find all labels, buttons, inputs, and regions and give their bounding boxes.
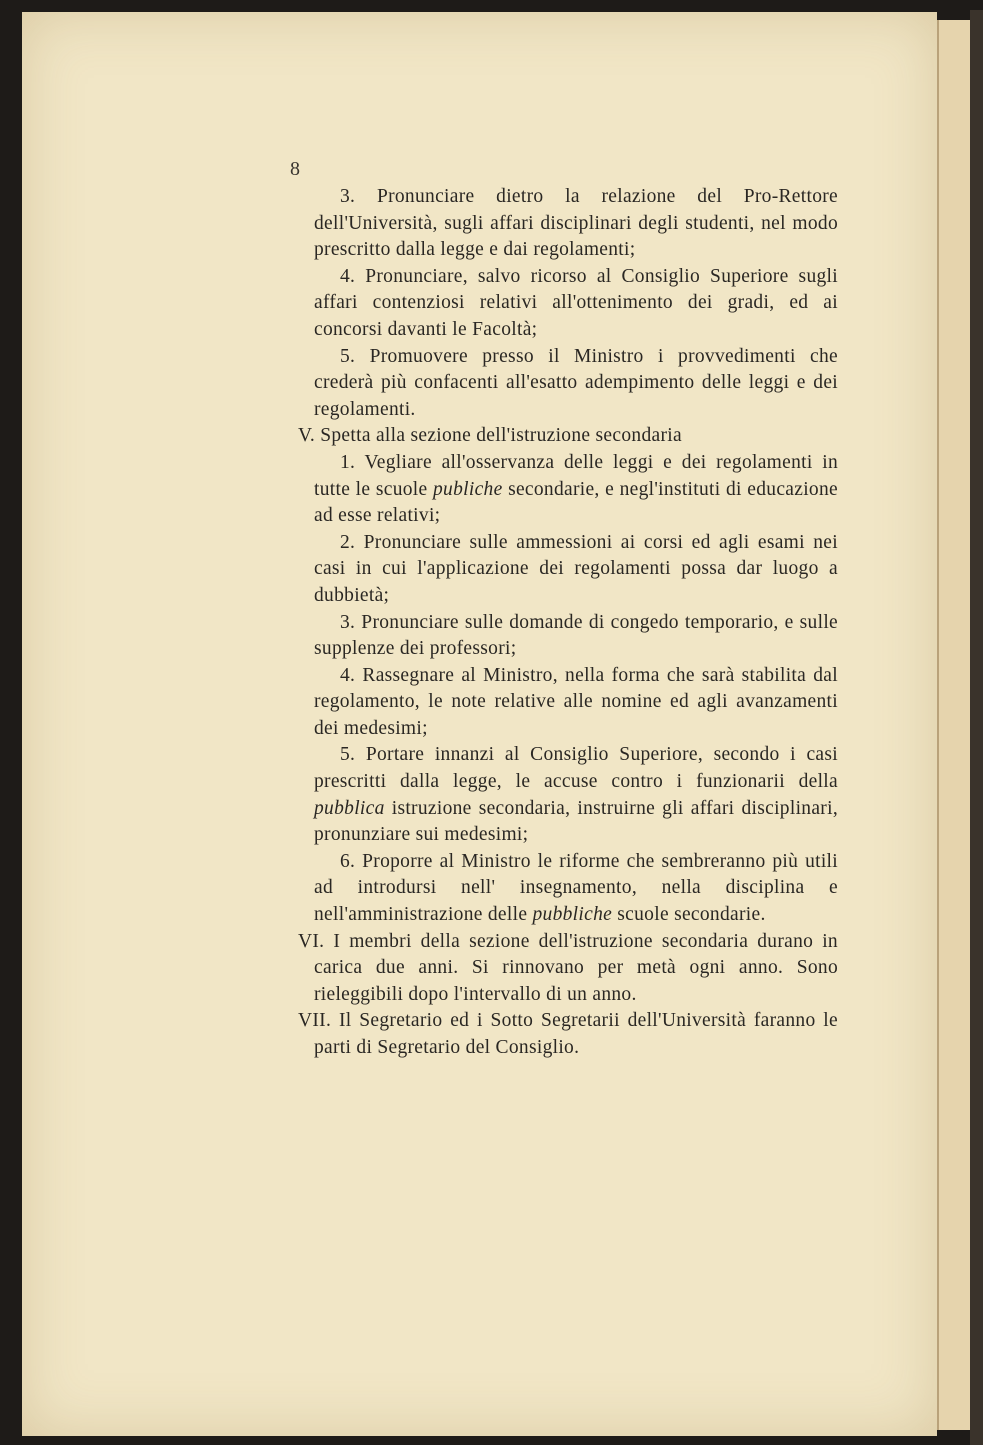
section-label: VII. [298,1010,332,1032]
item-label: 4. [340,265,356,287]
section-VII [298,1008,838,1061]
item-text: Rassegnare al Ministro, nella forma che sarà stabilita dal regolamento, le note relative alle nomine ed agli avanzamenti dei medesimi; [314,664,838,739]
item-italic: publiche [433,478,503,500]
section-VI [298,929,838,1009]
section-V-item-5 [298,742,838,848]
item-text: Vegliare all'osservanza delle leggi e dei regolamenti in tutte le scuole [314,451,838,500]
section-label: V. [298,425,316,447]
item-label: 3. [340,611,356,633]
item-text: Pronunciare dietro la relazione del Pro-Rettore dell'Università, sugli affari disciplinari degli studenti, nel modo prescritto dalla legge e dai regolamenti; [314,186,838,261]
section-V-heading [298,423,838,450]
section-V-item-1 [298,450,838,530]
page-number: 8 [290,158,300,180]
item-text: Promuovere presso il Ministro i provvedimenti che crederà più confacenti all'esatto adempimento delle leggi e dei regolamenti. [314,345,838,420]
item-label: 2. [340,531,356,553]
section-text: I membri della sezione dell'istruzione secondaria durano in carica due anni. Si rinnovano per metà ogni anno. Sono rieleggibili dopo l'intervallo di un anno. [314,930,838,1005]
section-V-item-6 [298,849,838,929]
item-4 [298,264,838,344]
section-V-item-2 [298,530,838,610]
item-text: Pronunciare, salvo ricorso al Consiglio Superiore sugli affari contenziosi relativi all'ottenimento dei gradi, ed ai concorsi davanti le Facoltà; [314,265,838,340]
section-V-item-4 [298,663,838,743]
binding-shadow [970,10,983,1445]
item-label: 5. [340,744,356,766]
item-italic: pubbliche [532,904,613,926]
item-label: 6. [340,850,356,872]
body-text [298,184,838,1062]
item-text: Pronunciare sulle domande di congedo temporario, e sulle supplenze dei professori; [314,611,838,660]
item-text: Proporre al Ministro le riforme che sembreranno più utili ad introdursi nell' insegnamento, nella disciplina e nell'amministrazione delle [314,850,838,926]
item-text: secondarie, e negl'instituti di educazione ad esse relativi; [314,478,838,527]
item-italic: pubblica [314,797,385,819]
item-label: 4. [340,664,356,686]
item-text: istruzione secondaria, instruirne gli affari disciplinari, pronunziare sui medesimi; [314,797,838,846]
item-label: 5. [340,345,356,367]
section-label: VI. [298,930,325,952]
section-heading: Spetta alla sezione dell'istruzione secondaria [320,425,682,447]
item-text: Portare innanzi al Consiglio Superiore, secondo i casi prescritti dalla legge, le accuse contro i funzionarii della [314,744,838,793]
section-V-item-3 [298,610,838,663]
item-label: 1. [340,451,356,473]
item-5 [298,344,838,424]
item-text: scuole secondarie. [617,904,766,926]
item-3 [298,184,838,264]
section-text: Il Segretario ed i Sotto Segretarii dell'Università faranno le parti di Segretario del Consiglio. [314,1010,838,1058]
item-label: 3. [340,186,356,207]
item-text: Pronunciare sulle ammessioni ai corsi ed agli esami nei casi in cui l'applicazione dei regolamenti possa dar luogo a dubbietà; [314,531,838,606]
